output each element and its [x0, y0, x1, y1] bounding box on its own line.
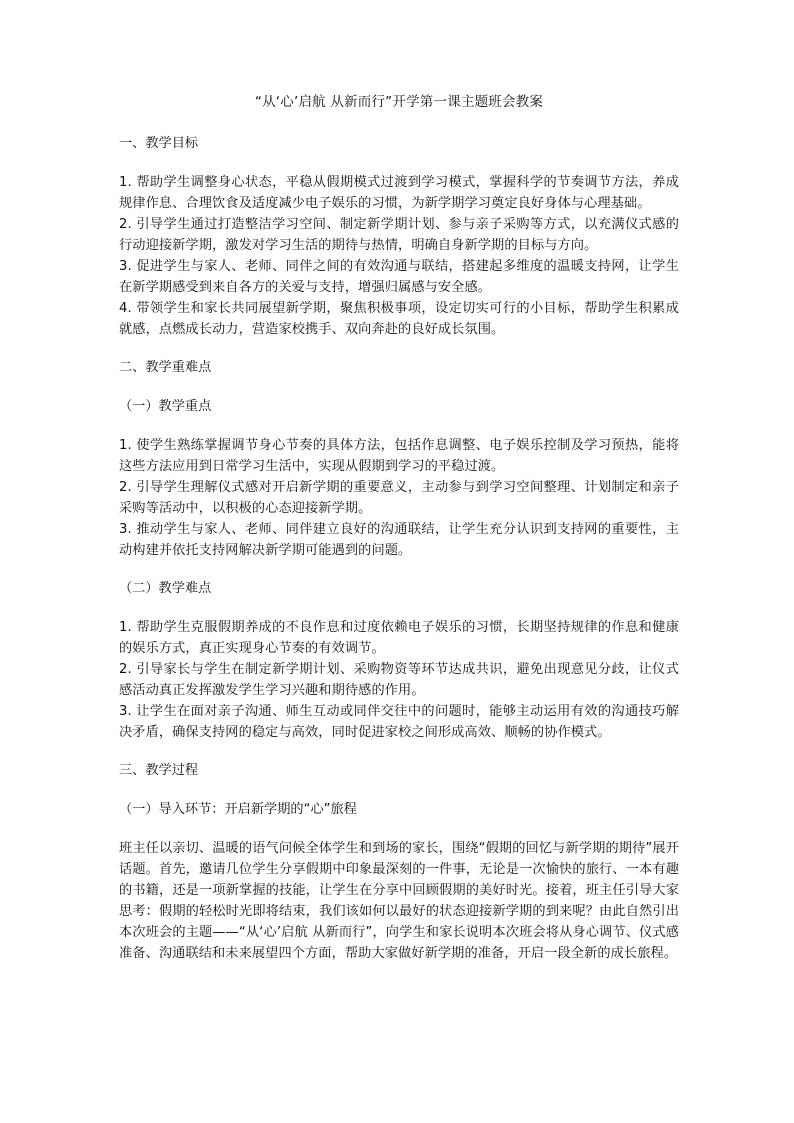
difficulty-item-2: 2. 引导家长与学生在制定新学期计划、采购物资等环节达成共识，避免出现意见分歧，让仪式感活动真正发挥激发学生学习兴趣和期待感的作用。: [119, 662, 679, 698]
spacer: [119, 743, 679, 760]
section-heading-objectives: 一、教学目标: [119, 136, 199, 151]
difficulty-item-3: 3. 让学生在面对亲子沟通、师生互动或同伴交往中的问题时，能够主动运用有效的沟通技巧解决矛盾，确保支持网的稳定与高效，同时促进家校之间形成高效、顺畅的协作模式。: [119, 704, 679, 740]
objective-item-3: 3. 促进学生与家人、老师、同伴之间的有效沟通与联结，搭建起多维度的温暖支持网，让学生在新学期感受到来自各方的关爱与支持，增强归属感与安全感。: [119, 259, 679, 295]
subsection-heading-difficulties: （二）教学难点: [119, 581, 212, 596]
spacer: [119, 561, 679, 578]
focus-item-3: 3. 推动学生与家人、老师、同伴建立良好的沟通联结，让学生充分认识到支持网的重要性，主动构建并依托支持网解决新学期可能遇到的问题。: [119, 522, 679, 558]
subsection-heading-focus: （一）教学重点: [119, 399, 212, 414]
objective-item-4: 4. 带领学生和家长共同展望新学期，聚焦积极事项，设定切实可行的小目标，帮助学生积累成就感，点燃成长动力，营造家校携手、双向奔赴的良好成长氛围。: [119, 301, 679, 337]
focus-item-2: 2. 引导学生理解仪式感对开启新学期的重要意义，主动参与到学习空间整理、计划制定和亲子采购等活动中，以积极的心态迎接新学期。: [119, 480, 679, 516]
subsection-heading-intro: （一）导入环节：开启新学期的“心”旅程: [119, 802, 357, 817]
objective-item-1: 1. 帮助学生调整身心状态，平稳从假期模式过渡到学习模式，掌握科学的节奏调节方法，养成规律作息、合理饮食及适度减少电子娱乐的习惯，为新学期学习奠定良好身体与心理基础。: [119, 175, 679, 211]
document-page: [119, 92, 679, 964]
spacer: [119, 340, 679, 357]
section-heading-key-points: 二、教学重难点: [119, 360, 212, 375]
intro-paragraph: 班主任以亲切、温暖的语气问候全体学生和到场的家长，围绕“假期的回忆与新学期的期待”展开话题。首先，邀请几位学生分享假期中印象最深刻的一件事，无论是一次愉快的旅行、一本有趣的书籍，还是一项新掌握的技能，让学生在分享中回顾假期的美好时光。接着，班主任引导大家思考：假期的轻松时光即将结束，我们该如何以最好的状态迎接新学期的到来呢？由此自然引出本次班会的主题——“从‘心’启航 从新而行”，向学生和家长说明本次班会将从身心调节、仪式感准备、沟通联结和未来展望四个方面，帮助大家做好新学期的准备，开启一段全新的成长旅程。: [119, 841, 679, 961]
objective-item-2: 2. 引导学生通过打造整洁学习空间、制定新学期计划、参与亲子采购等方式，以充满仪式感的行动迎接新学期，激发对学习生活的期待与热情，明确自身新学期的目标与方向。: [119, 217, 679, 253]
section-heading-process: 三、教学过程: [119, 763, 199, 778]
difficulty-item-1: 1. 帮助学生克服假期养成的不良作息和过度依赖电子娱乐的习惯，长期坚持规律的作息和健康的娱乐方式，真正实现身心节奏的有效调节。: [119, 620, 679, 656]
document-title: “从‘心’启航 从新而行”开学第一课主题班会教案: [254, 94, 544, 110]
focus-item-1: 1. 使学生熟练掌握调节身心节奏的具体方法，包括作息调整、电子娱乐控制及学习预热，能将这些方法应用到日常学习生活中，实现从假期到学习的平稳过渡。: [119, 438, 679, 474]
